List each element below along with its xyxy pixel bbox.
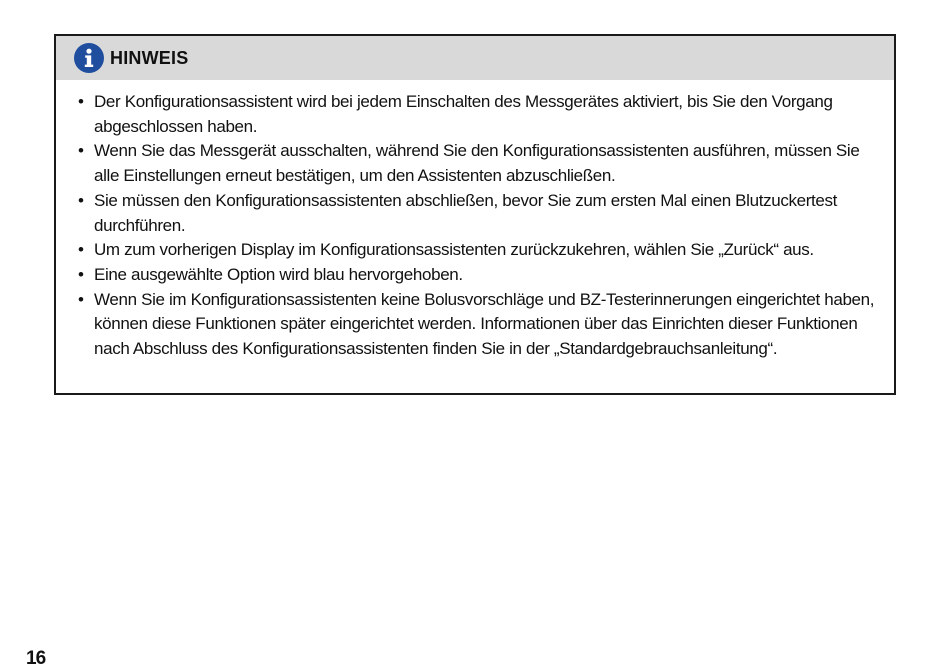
list-item — [78, 139, 882, 188]
notice-box — [54, 34, 896, 395]
list-item-text: Um zum vorherigen Display im Konfigurationsassistenten zurückzukehren, wählen Sie „Zurück“ aus. — [94, 240, 814, 260]
list-item-text: Eine ausgewählte Option wird blau hervorgehoben. — [94, 264, 463, 284]
notice-list — [56, 80, 894, 362]
notice-title: HINWEIS — [110, 47, 189, 68]
info-icon — [74, 43, 104, 73]
list-item — [78, 189, 882, 238]
bullet: • — [78, 240, 84, 260]
bullet: • — [78, 190, 84, 210]
list-item-text: Sie müssen den Konfigurationsassistenten abschließen, bevor Sie zum ersten Mal einen Blutzuckertest durchführen. — [94, 190, 838, 235]
notice-header — [56, 36, 894, 80]
list-item-text: Wenn Sie das Messgerät ausschalten, während Sie den Konfigurationsassistenten ausführen, müssen Sie alle Einstellungen erneut bestätigen, um den Assistenten abzuschließen. — [94, 141, 860, 186]
page-number: 16 — [26, 648, 46, 669]
list-item — [78, 238, 882, 263]
bullet: • — [78, 264, 84, 284]
bullet: • — [78, 141, 84, 161]
list-item-text: Der Konfigurationsassistent wird bei jedem Einschalten des Messgerätes aktiviert, bis Sie den Vorgang abgeschlossen haben. — [94, 92, 833, 136]
list-item — [78, 263, 882, 288]
list-item — [78, 90, 882, 139]
bullet: • — [78, 92, 84, 111]
list-item — [78, 288, 882, 362]
list-item-text: Wenn Sie im Konfigurationsassistenten keine Bolusvorschläge und BZ-Testerinnerungen eingerichtet haben, können diese Funktionen später eingerichtet werden. Informationen über das Einrichten dieser Funktionen nach Abschluss des Konfigurationsassistenten finden Sie in der „Standardgebrauchsanleitung“. — [94, 289, 875, 359]
bullet: • — [78, 289, 84, 309]
